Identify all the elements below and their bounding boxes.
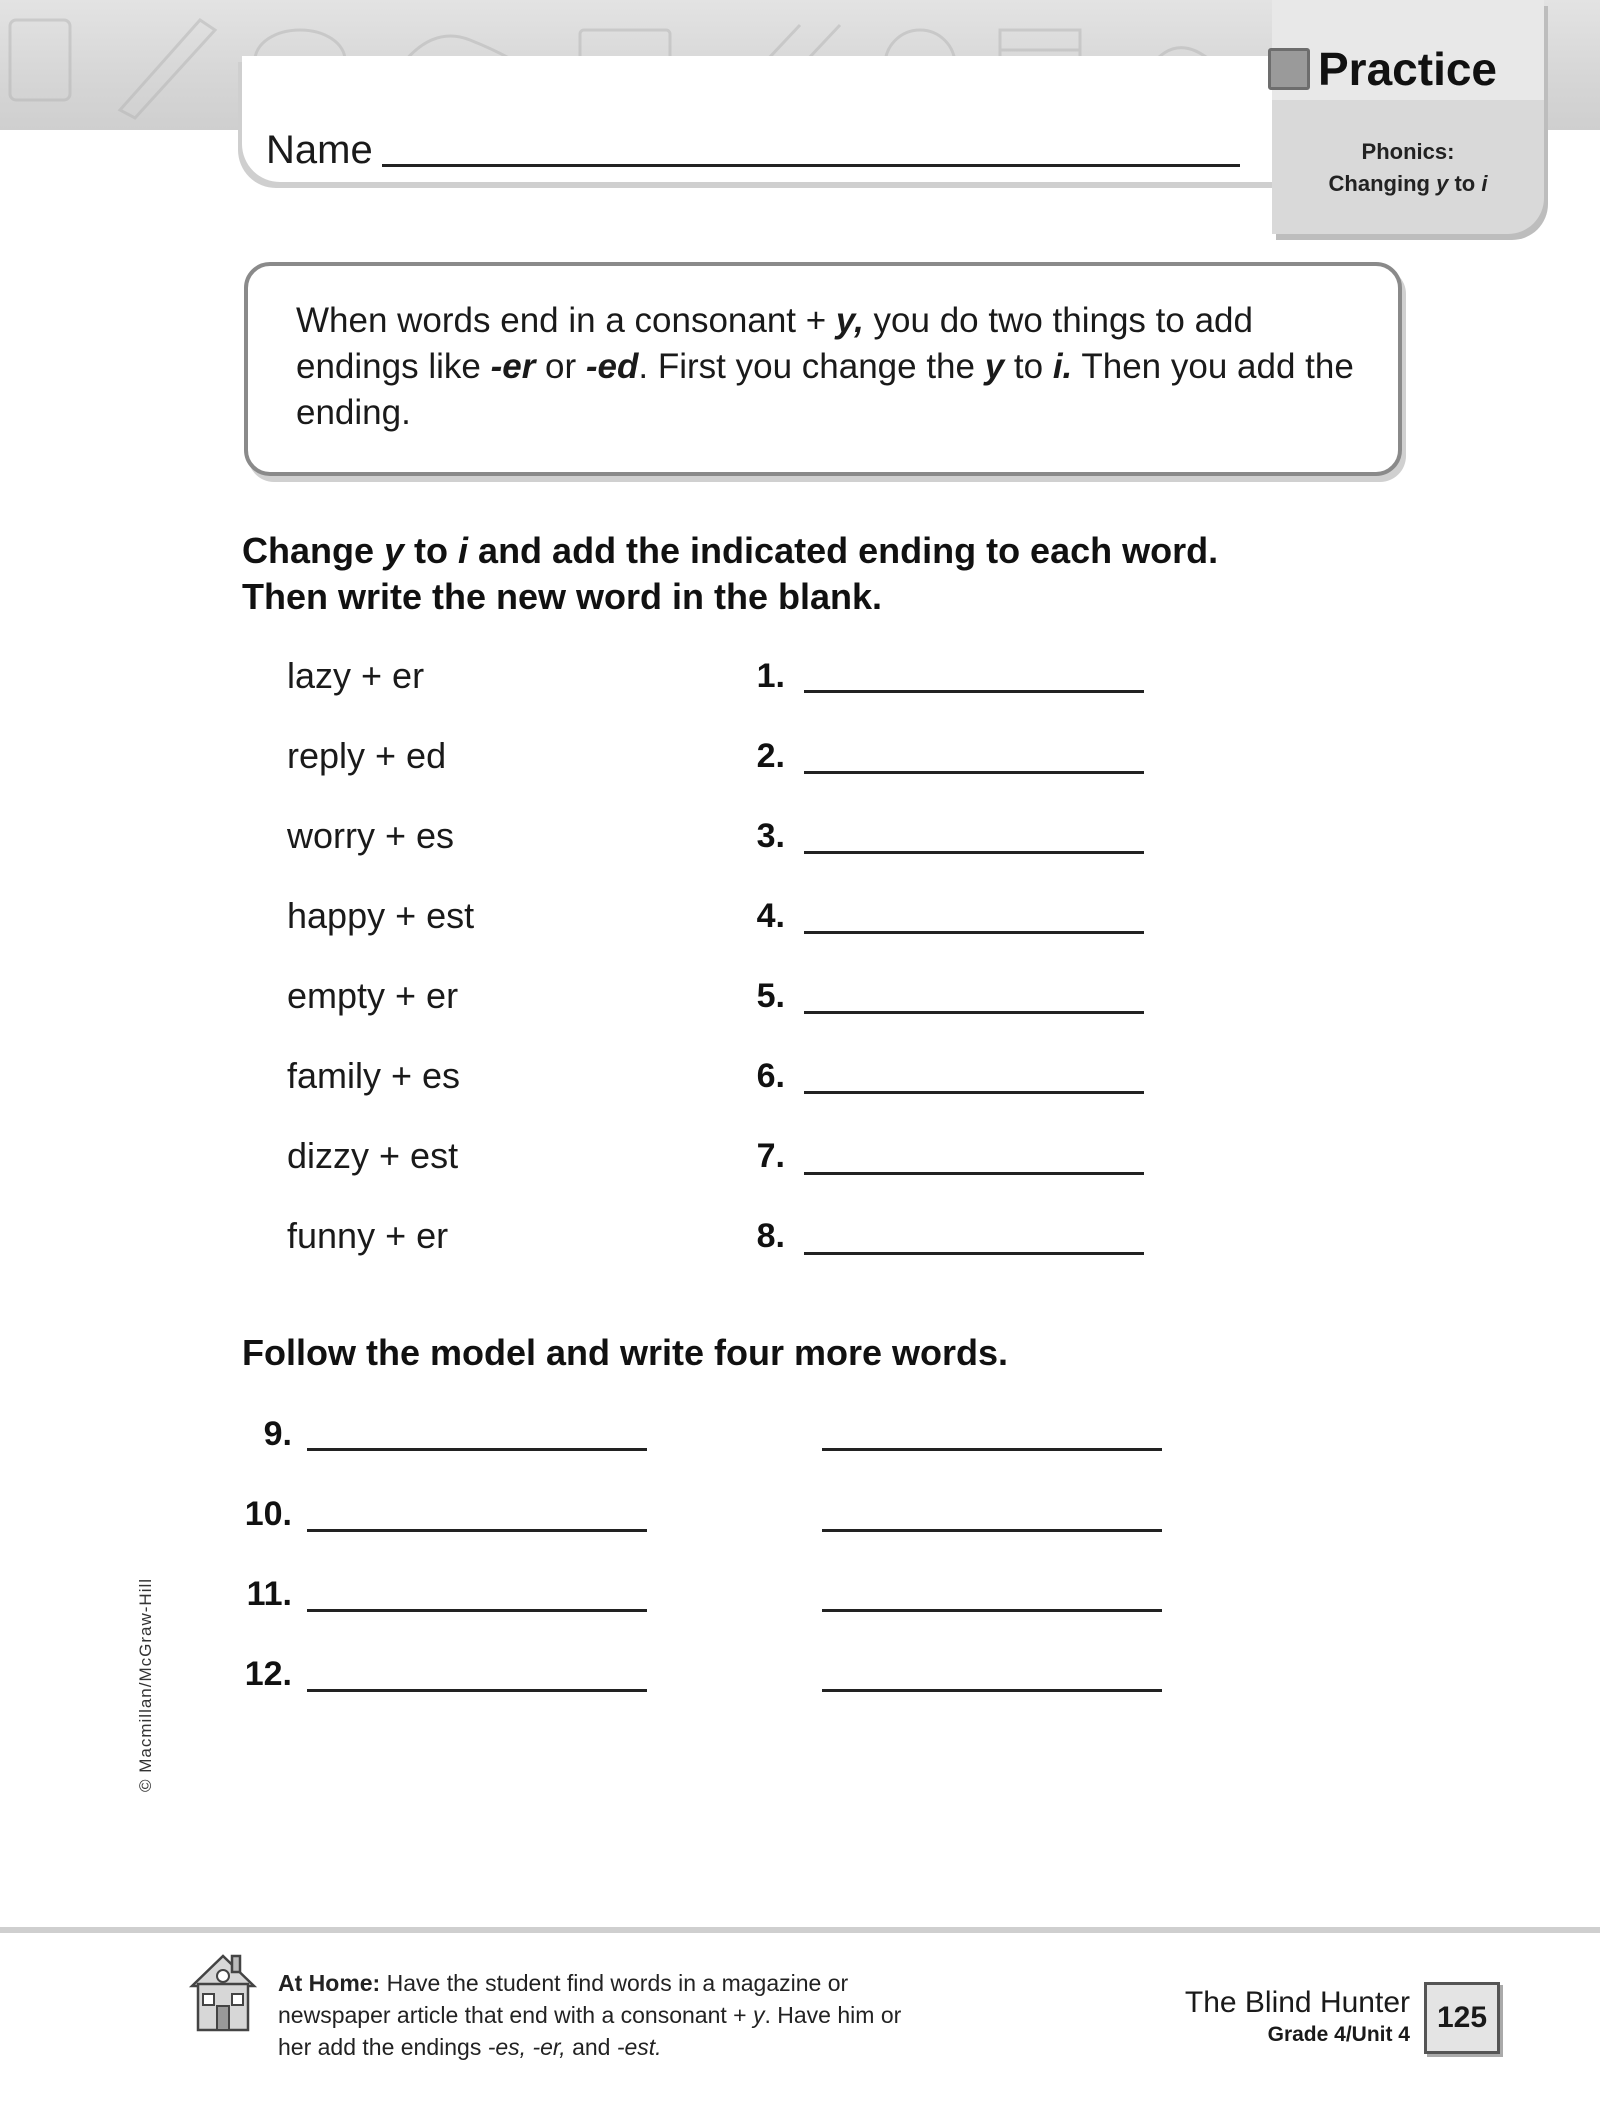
exercise-number: 3. — [756, 817, 785, 855]
exercise-word: dizzy + est — [287, 1135, 459, 1176]
book-title: The Blind Hunter — [1184, 1986, 1410, 2019]
exercise-number: 7. — [756, 1137, 785, 1175]
exercise-number: 10. — [244, 1495, 292, 1533]
rule-text: When words end in a consonant + y, you do two things to add endings like -er or -ed. First you change the y to i. Then you add the ending. — [296, 301, 1354, 432]
answer-blank[interactable] — [822, 1609, 1162, 1612]
answer-blank[interactable] — [307, 1529, 647, 1532]
answer-blank[interactable] — [804, 771, 1144, 774]
page-number: 125 — [1424, 1982, 1500, 2054]
answer-blank[interactable] — [804, 1011, 1144, 1014]
name-field[interactable] — [382, 164, 1240, 167]
answer-blank[interactable] — [822, 1529, 1162, 1532]
exercise-number: 1. — [756, 657, 785, 695]
exercise-number: 5. — [756, 977, 785, 1015]
instructions-follow-model: Follow the model and write four more words. — [242, 1332, 1009, 1373]
copyright: © Macmillan/McGraw-Hill — [136, 1577, 155, 1792]
exercise-word: happy + est — [287, 895, 475, 936]
exercise-word: reply + ed — [287, 735, 447, 776]
grade-unit: Grade 4/Unit 4 — [1267, 2023, 1410, 2046]
skill-label — [1272, 136, 1544, 200]
at-home-note: At Home: Have the student find words in a magazine or newspaper article that end with a consonant + y. Have him or her add the endings -es, -er, and -est. — [278, 1970, 902, 2060]
exercise-number: 9. — [263, 1415, 292, 1453]
exercise-number: 2. — [756, 737, 785, 775]
answer-blank[interactable] — [804, 1172, 1144, 1175]
exercise-number: 8. — [756, 1217, 785, 1255]
skill-line-1: Phonics: — [1361, 139, 1455, 164]
instructions-change-y: Change y to i and add the indicated ending to each word. Then write the new word in the blank. — [242, 530, 1219, 617]
exercise-word: funny + er — [287, 1215, 449, 1256]
square-icon — [1268, 48, 1310, 90]
exercise-number: 11. — [246, 1575, 292, 1613]
answer-blank[interactable] — [307, 1609, 647, 1612]
exercise-number: 4. — [756, 897, 785, 935]
skill-line-2: Changing y to i — [1328, 171, 1488, 196]
answer-blank[interactable] — [822, 1689, 1162, 1692]
exercise-number: 12. — [244, 1655, 292, 1693]
answer-blank[interactable] — [307, 1689, 647, 1692]
exercise-word: worry + es — [287, 815, 455, 856]
name-label: Name — [266, 128, 373, 172]
house-icon — [188, 1950, 258, 2034]
answer-blank[interactable] — [804, 690, 1144, 693]
exercise-word: lazy + er — [287, 655, 425, 696]
answer-blank[interactable] — [804, 931, 1144, 934]
answer-blank[interactable] — [804, 1252, 1144, 1255]
answer-blank[interactable] — [804, 1091, 1144, 1094]
answer-blank[interactable] — [804, 851, 1144, 854]
answer-blank[interactable] — [307, 1448, 647, 1451]
exercise-word: family + es — [287, 1055, 461, 1096]
exercise-number: 6. — [756, 1057, 785, 1095]
footer-divider — [0, 1927, 1600, 1933]
exercise-word: empty + er — [287, 975, 459, 1016]
answer-blank[interactable] — [822, 1448, 1162, 1451]
practice-badge: Practice — [1318, 43, 1498, 95]
